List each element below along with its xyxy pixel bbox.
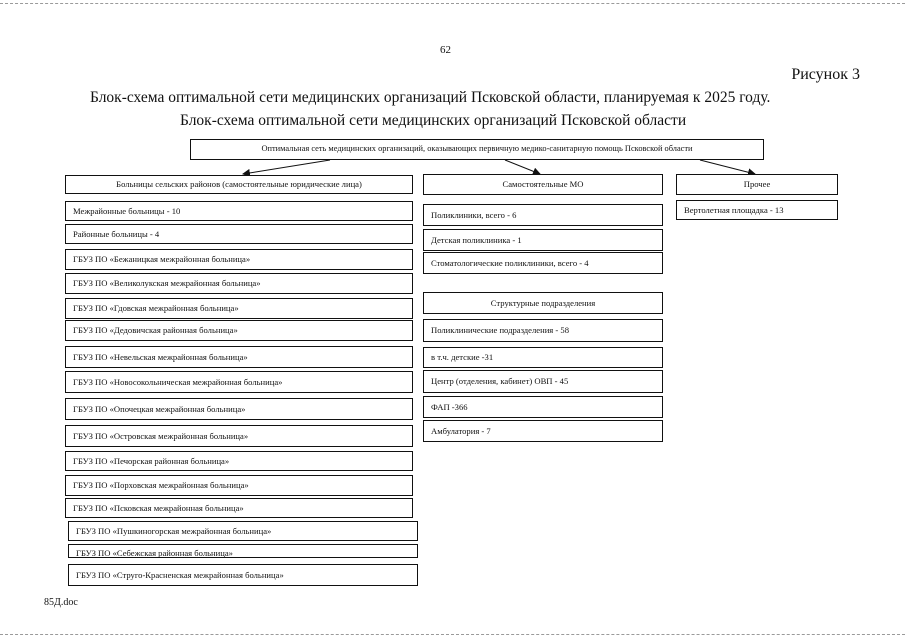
independent-header-box: Самостоятельные МО	[423, 174, 663, 195]
rural-item-novosokolnicheskaya: ГБУЗ ПО «Новосокольническая межрайонная больница»	[65, 371, 413, 393]
arrow-to-rural	[243, 160, 330, 174]
page-number: 62	[440, 44, 451, 56]
rural-item-pskovskaya: ГБУЗ ПО «Псковская межрайонная больница»	[65, 498, 413, 518]
other-header-box: Прочее	[676, 174, 838, 195]
footer-filename: 85Д.doc	[44, 597, 78, 608]
rural-item-district-count: Районные больницы - 4	[65, 224, 413, 244]
independent-item-polyclinics: Поликлиники, всего - 6	[423, 204, 663, 226]
structural-header-box: Структурные подразделения	[423, 292, 663, 314]
rural-item-strugo-krasnenskaya: ГБУЗ ПО «Струго-Красненская межрайонная больница»	[68, 564, 418, 586]
rural-item-gdovskaya: ГБУЗ ПО «Гдовская межрайонная больница»	[65, 298, 413, 319]
arrow-to-other	[700, 160, 755, 174]
root-box: Оптимальная сеть медицинских организаций, оказывающих первичную медико-санитарную помощь Псковской области	[190, 139, 764, 160]
rural-item-velikolukskaya: ГБУЗ ПО «Великолукская межрайонная больница»	[65, 273, 413, 294]
structural-item-fap: ФАП -366	[423, 396, 663, 418]
structural-item-ambulatory: Амбулатория - 7	[423, 420, 663, 442]
independent-item-dental-polyclinics: Стоматологические поликлиники, всего - 4	[423, 252, 663, 274]
rural-item-ostrovskaya: ГБУЗ ПО «Островская межрайонная больница»	[65, 425, 413, 447]
structural-item-polyclinic-units: Поликлинические подразделения - 58	[423, 319, 663, 342]
rural-item-opochetskaya: ГБУЗ ПО «Опочецкая межрайонная больница»	[65, 398, 413, 420]
title-line-2: Блок-схема оптимальной сети медицинских организаций Псковской области	[180, 112, 687, 129]
rural-item-interdistrict-count: Межрайонные больницы - 10	[65, 201, 413, 221]
rural-item-dedovichskaya: ГБУЗ ПО «Дедовичская районная больница»	[65, 320, 413, 341]
title-line-1: Блок-схема оптимальной сети медицинских организаций Псковской области, планируемая к 2025 году.	[90, 89, 771, 106]
rural-item-bezhanitskaya: ГБУЗ ПО «Бежаницкая межрайонная больница»	[65, 249, 413, 270]
rural-item-nevelskaya: ГБУЗ ПО «Невельская межрайонная больница»	[65, 346, 413, 368]
structural-item-children-units: в т.ч. детские -31	[423, 347, 663, 368]
independent-item-children-polyclinic: Детская поликлиника - 1	[423, 229, 663, 251]
other-item-helipad: Вертолетная площадка - 13	[676, 200, 838, 220]
rural-item-sebezhskaya: ГБУЗ ПО «Себежская районная больница»	[68, 544, 418, 558]
rural-item-pushkinogorskaya: ГБУЗ ПО «Пушкиногорская межрайонная больница»	[68, 521, 418, 541]
structural-item-ovp-centers: Центр (отделения, кабинет) ОВП - 45	[423, 370, 663, 393]
rural-item-pechorskaya: ГБУЗ ПО «Печорская районная больница»	[65, 451, 413, 471]
figure-label: Рисунок 3	[791, 66, 860, 83]
rural-item-porkhovskaya: ГБУЗ ПО «Порховская межрайонная больница»	[65, 475, 413, 496]
arrow-to-independent	[505, 160, 540, 174]
rural-header-box: Больницы сельских районов (самостоятельные юридические лица)	[65, 175, 413, 194]
